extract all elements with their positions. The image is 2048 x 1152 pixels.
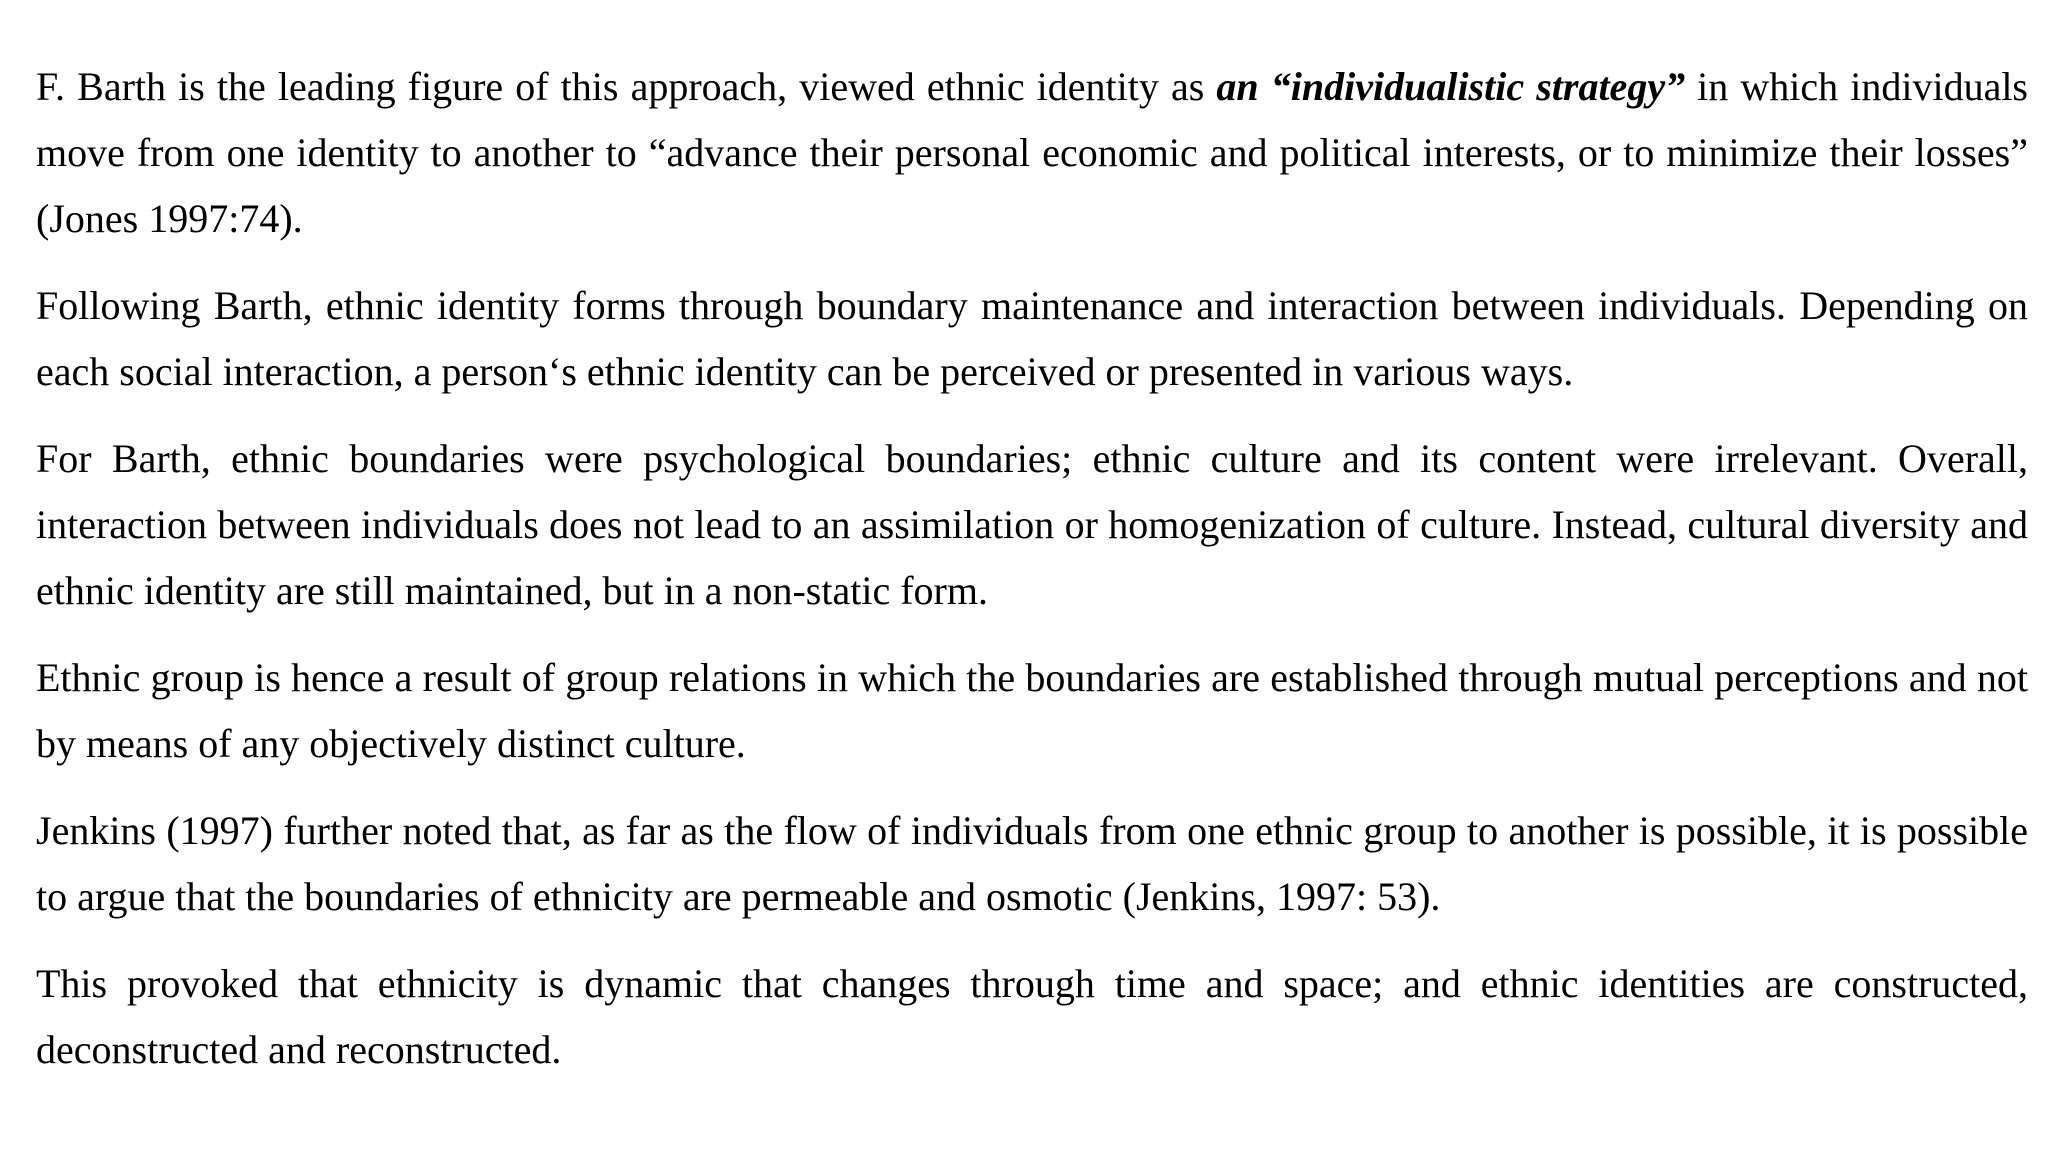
paragraph-boundary-maintenance: Following Barth, ethnic identity forms through boundary maintenance and interaction between individuals. Depending on each social interaction, a person‘s ethnic identity can be perceived or presented in various ways. (36, 283, 2028, 394)
paragraph-psychological-boundaries: For Barth, ethnic boundaries were psychological boundaries; ethnic culture and its content were irrelevant. Overall, interaction between individuals does not lead to an assimilation or homogenization of culture. Instead, cultural diversity and ethnic identity are still maintained, but in a non-static form. (36, 436, 2028, 613)
paragraph-group-relations: Ethnic group is hence a result of group relations in which the boundaries are established through mutual perceptions and not by means of any objectively distinct culture. (36, 655, 2028, 766)
paragraph-jenkins: Jenkins (1997) further noted that, as far as the flow of individuals from one ethnic group to another is possible, it is possible to argue that the boundaries of ethnicity are permeable and osmotic (Jenkins, 1997: 53). (36, 808, 2028, 919)
paragraph-barth-strategy (36, 54, 2028, 252)
emphasized-phrase: an “individualistic strategy” (1216, 64, 1686, 109)
paragraph-dynamic-ethnicity: This provoked that ethnicity is dynamic that changes through time and space; and ethnic identities are constructed, deconstructed and reconstructed. (36, 961, 2028, 1072)
paragraph-text-lead: F. Barth is the leading figure of this approach, viewed ethnic identity as (36, 64, 1217, 109)
document-body (36, 54, 2028, 1104)
paragraph-text-tail: in which individuals move from one identity to another to “advance their personal economic and political interests, or to minimize their losses” (Jones 1997:74). (36, 64, 2029, 241)
